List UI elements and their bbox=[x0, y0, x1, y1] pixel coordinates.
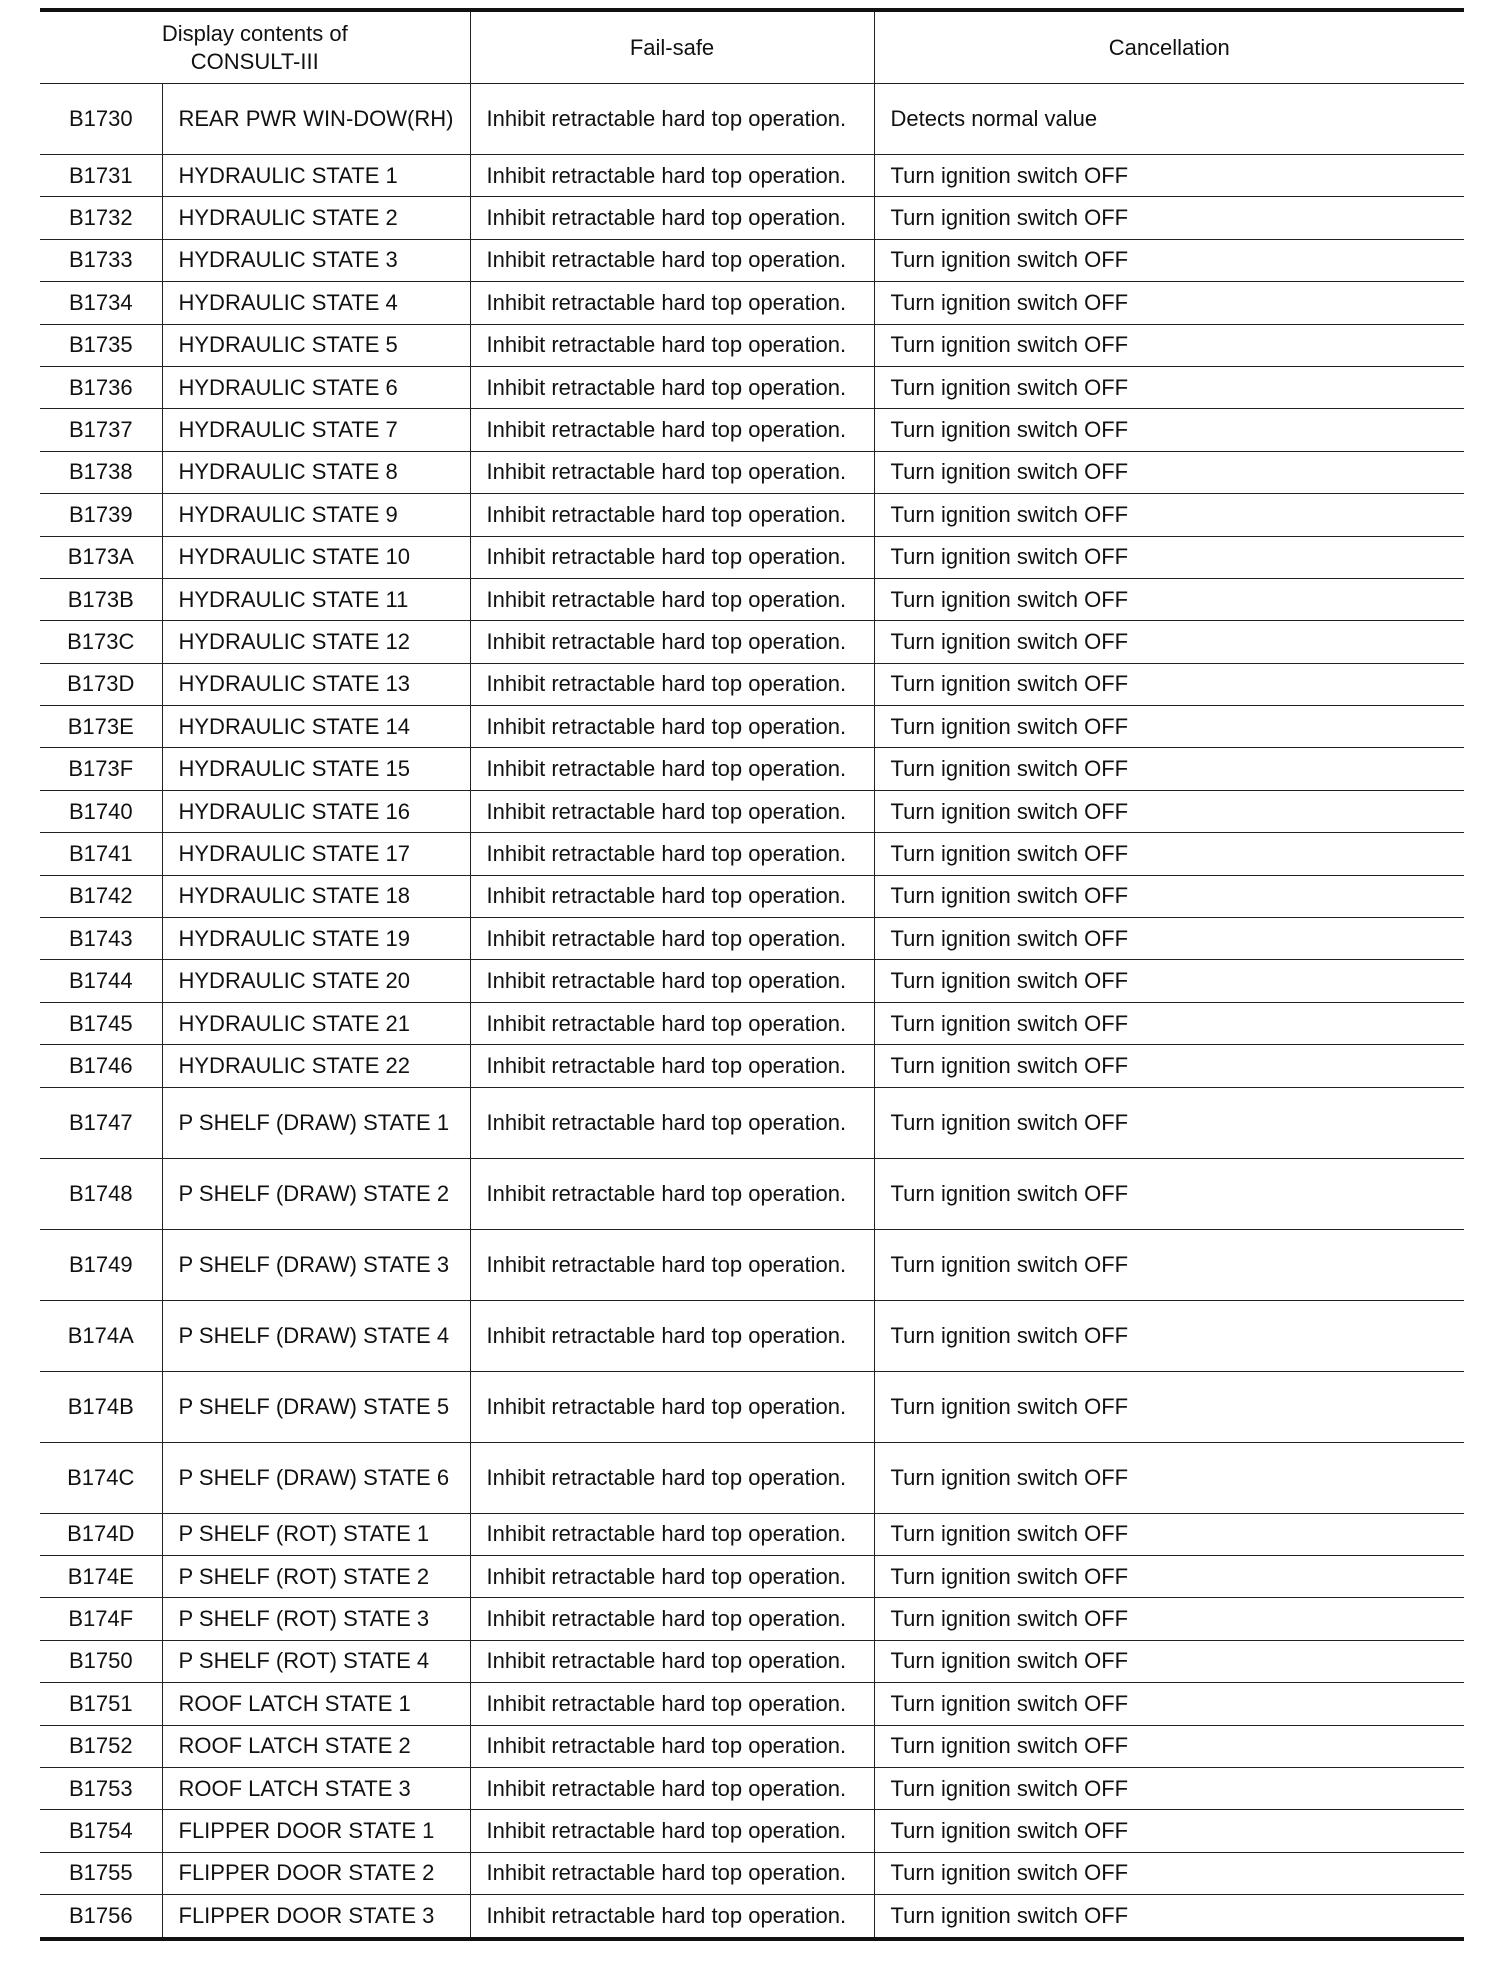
cancellation-cell: Turn ignition switch OFF bbox=[874, 833, 1464, 875]
display-contents-cell: HYDRAULIC STATE 15 bbox=[162, 748, 470, 790]
cancellation-cell: Turn ignition switch OFF bbox=[874, 366, 1464, 408]
display-contents-cell: HYDRAULIC STATE 6 bbox=[162, 366, 470, 408]
dtc-code-cell: B1731 bbox=[40, 155, 162, 197]
dtc-code-cell: B1733 bbox=[40, 239, 162, 281]
dtc-code-cell: B1754 bbox=[40, 1810, 162, 1852]
display-contents-cell: HYDRAULIC STATE 13 bbox=[162, 663, 470, 705]
display-contents-cell: P SHELF (ROT) STATE 2 bbox=[162, 1555, 470, 1597]
cancellation-cell: Turn ignition switch OFF bbox=[874, 578, 1464, 620]
fail-safe-cell: Inhibit retractable hard top operation. bbox=[470, 1852, 874, 1894]
table-row bbox=[40, 1598, 1464, 1640]
fail-safe-cell: Inhibit retractable hard top operation. bbox=[470, 1229, 874, 1300]
cancellation-cell: Turn ignition switch OFF bbox=[874, 1229, 1464, 1300]
dtc-code-cell: B1744 bbox=[40, 960, 162, 1002]
dtc-code-cell: B1732 bbox=[40, 197, 162, 239]
fail-safe-cell: Inhibit retractable hard top operation. bbox=[470, 197, 874, 239]
table-row bbox=[40, 239, 1464, 281]
dtc-code-cell: B1753 bbox=[40, 1767, 162, 1809]
fail-safe-cell: Inhibit retractable hard top operation. bbox=[470, 1683, 874, 1725]
cancellation-cell: Turn ignition switch OFF bbox=[874, 748, 1464, 790]
table-row bbox=[40, 1371, 1464, 1442]
display-contents-cell: ROOF LATCH STATE 3 bbox=[162, 1767, 470, 1809]
display-contents-cell: REAR PWR WIN-DOW(RH) bbox=[162, 84, 470, 155]
display-contents-cell: HYDRAULIC STATE 19 bbox=[162, 918, 470, 960]
dtc-code-cell: B1751 bbox=[40, 1683, 162, 1725]
display-contents-cell: P SHELF (DRAW) STATE 5 bbox=[162, 1371, 470, 1442]
dtc-code-cell: B173C bbox=[40, 621, 162, 663]
dtc-code-cell: B173F bbox=[40, 748, 162, 790]
dtc-code-cell: B174C bbox=[40, 1442, 162, 1513]
cancellation-cell: Turn ignition switch OFF bbox=[874, 1810, 1464, 1852]
dtc-code-cell: B174B bbox=[40, 1371, 162, 1442]
fail-safe-cell: Inhibit retractable hard top operation. bbox=[470, 451, 874, 493]
table-row bbox=[40, 451, 1464, 493]
cancellation-cell: Turn ignition switch OFF bbox=[874, 451, 1464, 493]
table-row bbox=[40, 324, 1464, 366]
display-contents-cell: HYDRAULIC STATE 1 bbox=[162, 155, 470, 197]
dtc-code-cell: B1747 bbox=[40, 1087, 162, 1158]
cancellation-cell: Turn ignition switch OFF bbox=[874, 536, 1464, 578]
display-contents-cell: P SHELF (ROT) STATE 3 bbox=[162, 1598, 470, 1640]
cancellation-cell: Turn ignition switch OFF bbox=[874, 1442, 1464, 1513]
cancellation-cell: Turn ignition switch OFF bbox=[874, 1640, 1464, 1682]
fail-safe-cell: Inhibit retractable hard top operation. bbox=[470, 875, 874, 917]
dtc-code-cell: B1737 bbox=[40, 409, 162, 451]
cancellation-cell: Turn ignition switch OFF bbox=[874, 1513, 1464, 1555]
dtc-code-cell: B174A bbox=[40, 1300, 162, 1371]
table-row bbox=[40, 1442, 1464, 1513]
display-contents-cell: P SHELF (ROT) STATE 1 bbox=[162, 1513, 470, 1555]
dtc-code-cell: B1743 bbox=[40, 918, 162, 960]
cancellation-cell: Turn ignition switch OFF bbox=[874, 1725, 1464, 1767]
fail-safe-cell: Inhibit retractable hard top operation. bbox=[470, 409, 874, 451]
display-contents-cell: HYDRAULIC STATE 12 bbox=[162, 621, 470, 663]
cancellation-cell: Turn ignition switch OFF bbox=[874, 1300, 1464, 1371]
display-contents-cell: HYDRAULIC STATE 11 bbox=[162, 578, 470, 620]
fail-safe-cell: Inhibit retractable hard top operation. bbox=[470, 578, 874, 620]
cancellation-cell: Detects normal value bbox=[874, 84, 1464, 155]
display-contents-cell: ROOF LATCH STATE 1 bbox=[162, 1683, 470, 1725]
dtc-code-cell: B1749 bbox=[40, 1229, 162, 1300]
cancellation-cell: Turn ignition switch OFF bbox=[874, 1598, 1464, 1640]
table-row bbox=[40, 706, 1464, 748]
table-row bbox=[40, 578, 1464, 620]
table-row bbox=[40, 409, 1464, 451]
fail-safe-cell: Inhibit retractable hard top operation. bbox=[470, 1598, 874, 1640]
dtc-code-cell: B173D bbox=[40, 663, 162, 705]
fail-safe-cell: Inhibit retractable hard top operation. bbox=[470, 1158, 874, 1229]
cancellation-cell: Turn ignition switch OFF bbox=[874, 1555, 1464, 1597]
dtc-code-cell: B1748 bbox=[40, 1158, 162, 1229]
dtc-code-cell: B1734 bbox=[40, 282, 162, 324]
cancellation-cell: Turn ignition switch OFF bbox=[874, 875, 1464, 917]
fail-safe-cell: Inhibit retractable hard top operation. bbox=[470, 155, 874, 197]
fail-safe-cell: Inhibit retractable hard top operation. bbox=[470, 790, 874, 832]
table-row bbox=[40, 621, 1464, 663]
cancellation-cell: Turn ignition switch OFF bbox=[874, 1852, 1464, 1894]
display-contents-cell: HYDRAULIC STATE 14 bbox=[162, 706, 470, 748]
table-row bbox=[40, 1002, 1464, 1044]
display-contents-cell: P SHELF (DRAW) STATE 6 bbox=[162, 1442, 470, 1513]
cancellation-cell: Turn ignition switch OFF bbox=[874, 1683, 1464, 1725]
fail-safe-cell: Inhibit retractable hard top operation. bbox=[470, 1767, 874, 1809]
fail-safe-cell: Inhibit retractable hard top operation. bbox=[470, 1442, 874, 1513]
table-row bbox=[40, 1158, 1464, 1229]
table-row bbox=[40, 1683, 1464, 1725]
fail-safe-cell: Inhibit retractable hard top operation. bbox=[470, 748, 874, 790]
cancellation-cell: Turn ignition switch OFF bbox=[874, 282, 1464, 324]
cancellation-cell: Turn ignition switch OFF bbox=[874, 918, 1464, 960]
fail-safe-cell: Inhibit retractable hard top operation. bbox=[470, 1045, 874, 1087]
fail-safe-cell: Inhibit retractable hard top operation. bbox=[470, 918, 874, 960]
table-row bbox=[40, 1725, 1464, 1767]
dtc-code-cell: B1730 bbox=[40, 84, 162, 155]
display-contents-cell: HYDRAULIC STATE 22 bbox=[162, 1045, 470, 1087]
table-row bbox=[40, 960, 1464, 1002]
fail-safe-cell: Inhibit retractable hard top operation. bbox=[470, 1810, 874, 1852]
dtc-code-cell: B1746 bbox=[40, 1045, 162, 1087]
display-contents-cell: FLIPPER DOOR STATE 1 bbox=[162, 1810, 470, 1852]
cancellation-cell: Turn ignition switch OFF bbox=[874, 1158, 1464, 1229]
display-contents-cell: P SHELF (DRAW) STATE 4 bbox=[162, 1300, 470, 1371]
table-row bbox=[40, 1810, 1464, 1852]
fail-safe-cell: Inhibit retractable hard top operation. bbox=[470, 1640, 874, 1682]
table-row bbox=[40, 1640, 1464, 1682]
header-display-line1: Display contents of bbox=[161, 20, 348, 46]
dtc-code-cell: B173A bbox=[40, 536, 162, 578]
dtc-code-cell: B174E bbox=[40, 1555, 162, 1597]
cancellation-cell: Turn ignition switch OFF bbox=[874, 1895, 1464, 1939]
fail-safe-cell: Inhibit retractable hard top operation. bbox=[470, 663, 874, 705]
cancellation-cell: Turn ignition switch OFF bbox=[874, 1045, 1464, 1087]
display-contents-cell: HYDRAULIC STATE 8 bbox=[162, 451, 470, 493]
dtc-code-cell: B1755 bbox=[40, 1852, 162, 1894]
table-row bbox=[40, 366, 1464, 408]
fail-safe-cell: Inhibit retractable hard top operation. bbox=[470, 366, 874, 408]
table-row bbox=[40, 1895, 1464, 1939]
display-contents-cell: P SHELF (DRAW) STATE 3 bbox=[162, 1229, 470, 1300]
cancellation-cell: Turn ignition switch OFF bbox=[874, 1371, 1464, 1442]
dtc-code-cell: B1745 bbox=[40, 1002, 162, 1044]
table-header-row bbox=[40, 10, 1464, 84]
table-row bbox=[40, 875, 1464, 917]
table-row bbox=[40, 1045, 1464, 1087]
cancellation-cell: Turn ignition switch OFF bbox=[874, 239, 1464, 281]
table-row bbox=[40, 1555, 1464, 1597]
dtc-code-cell: B1741 bbox=[40, 833, 162, 875]
table-row bbox=[40, 536, 1464, 578]
fail-safe-cell: Inhibit retractable hard top operation. bbox=[470, 621, 874, 663]
fail-safe-cell: Inhibit retractable hard top operation. bbox=[470, 324, 874, 366]
table-body bbox=[40, 84, 1464, 1939]
cancellation-cell: Turn ignition switch OFF bbox=[874, 790, 1464, 832]
dtc-code-cell: B1750 bbox=[40, 1640, 162, 1682]
display-contents-cell: HYDRAULIC STATE 20 bbox=[162, 960, 470, 1002]
display-contents-cell: FLIPPER DOOR STATE 3 bbox=[162, 1895, 470, 1939]
display-contents-cell: P SHELF (ROT) STATE 4 bbox=[162, 1640, 470, 1682]
cancellation-cell: Turn ignition switch OFF bbox=[874, 1002, 1464, 1044]
display-contents-cell: HYDRAULIC STATE 2 bbox=[162, 197, 470, 239]
table-row bbox=[40, 494, 1464, 536]
dtc-code-cell: B1736 bbox=[40, 366, 162, 408]
fail-safe-cell: Inhibit retractable hard top operation. bbox=[470, 1513, 874, 1555]
dtc-code-cell: B1739 bbox=[40, 494, 162, 536]
table-row bbox=[40, 1087, 1464, 1158]
display-contents-cell: P SHELF (DRAW) STATE 2 bbox=[162, 1158, 470, 1229]
table-row bbox=[40, 748, 1464, 790]
table-row bbox=[40, 1852, 1464, 1894]
dtc-code-cell: B174D bbox=[40, 1513, 162, 1555]
fail-safe-cell: Inhibit retractable hard top operation. bbox=[470, 1371, 874, 1442]
dtc-code-cell: B1752 bbox=[40, 1725, 162, 1767]
dtc-code-cell: B174F bbox=[40, 1598, 162, 1640]
fail-safe-cell: Inhibit retractable hard top operation. bbox=[470, 239, 874, 281]
header-fail-safe: Fail-safe bbox=[470, 10, 874, 84]
fail-safe-cell: Inhibit retractable hard top operation. bbox=[470, 1300, 874, 1371]
fail-safe-cell: Inhibit retractable hard top operation. bbox=[470, 84, 874, 155]
fail-safe-cell: Inhibit retractable hard top operation. bbox=[470, 494, 874, 536]
header-cancellation: Cancellation bbox=[874, 10, 1464, 84]
table-row bbox=[40, 663, 1464, 705]
display-contents-cell: HYDRAULIC STATE 7 bbox=[162, 409, 470, 451]
fail-safe-cell: Inhibit retractable hard top operation. bbox=[470, 706, 874, 748]
dtc-code-cell: B1738 bbox=[40, 451, 162, 493]
cancellation-cell: Turn ignition switch OFF bbox=[874, 621, 1464, 663]
display-contents-cell: HYDRAULIC STATE 10 bbox=[162, 536, 470, 578]
cancellation-cell: Turn ignition switch OFF bbox=[874, 155, 1464, 197]
display-contents-cell: FLIPPER DOOR STATE 2 bbox=[162, 1852, 470, 1894]
fail-safe-cell: Inhibit retractable hard top operation. bbox=[470, 960, 874, 1002]
dtc-code-cell: B1740 bbox=[40, 790, 162, 832]
cancellation-cell: Turn ignition switch OFF bbox=[874, 1767, 1464, 1809]
display-contents-cell: HYDRAULIC STATE 16 bbox=[162, 790, 470, 832]
table-row bbox=[40, 155, 1464, 197]
table-row bbox=[40, 1513, 1464, 1555]
fail-safe-cell: Inhibit retractable hard top operation. bbox=[470, 833, 874, 875]
fail-safe-cell: Inhibit retractable hard top operation. bbox=[470, 536, 874, 578]
table-row bbox=[40, 84, 1464, 155]
cancellation-cell: Turn ignition switch OFF bbox=[874, 960, 1464, 1002]
table-row bbox=[40, 1300, 1464, 1371]
cancellation-cell: Turn ignition switch OFF bbox=[874, 706, 1464, 748]
cancellation-cell: Turn ignition switch OFF bbox=[874, 1087, 1464, 1158]
display-contents-cell: HYDRAULIC STATE 5 bbox=[162, 324, 470, 366]
table-row bbox=[40, 790, 1464, 832]
dtc-code-cell: B1756 bbox=[40, 1895, 162, 1939]
display-contents-cell: HYDRAULIC STATE 18 bbox=[162, 875, 470, 917]
dtc-code-cell: B173B bbox=[40, 578, 162, 620]
cancellation-cell: Turn ignition switch OFF bbox=[874, 409, 1464, 451]
fail-safe-cell: Inhibit retractable hard top operation. bbox=[470, 1895, 874, 1939]
fail-safe-cell: Inhibit retractable hard top operation. bbox=[470, 1002, 874, 1044]
display-contents-cell: HYDRAULIC STATE 9 bbox=[162, 494, 470, 536]
cancellation-cell: Turn ignition switch OFF bbox=[874, 324, 1464, 366]
header-display-contents bbox=[40, 10, 470, 84]
display-contents-cell: ROOF LATCH STATE 2 bbox=[162, 1725, 470, 1767]
header-display-line2: CONSULT-III bbox=[190, 48, 319, 74]
display-contents-cell: P SHELF (DRAW) STATE 1 bbox=[162, 1087, 470, 1158]
dtc-code-cell: B173E bbox=[40, 706, 162, 748]
dtc-code-cell: B1735 bbox=[40, 324, 162, 366]
fail-safe-cell: Inhibit retractable hard top operation. bbox=[470, 1725, 874, 1767]
table-row bbox=[40, 918, 1464, 960]
fail-safe-cell: Inhibit retractable hard top operation. bbox=[470, 1555, 874, 1597]
cancellation-cell: Turn ignition switch OFF bbox=[874, 663, 1464, 705]
table-row bbox=[40, 282, 1464, 324]
table-row bbox=[40, 197, 1464, 239]
cancellation-cell: Turn ignition switch OFF bbox=[874, 197, 1464, 239]
display-contents-cell: HYDRAULIC STATE 3 bbox=[162, 239, 470, 281]
cancellation-cell: Turn ignition switch OFF bbox=[874, 494, 1464, 536]
fail-safe-cell: Inhibit retractable hard top operation. bbox=[470, 282, 874, 324]
fail-safe-cell: Inhibit retractable hard top operation. bbox=[470, 1087, 874, 1158]
display-contents-cell: HYDRAULIC STATE 4 bbox=[162, 282, 470, 324]
fail-safe-table bbox=[40, 8, 1464, 1941]
table-row bbox=[40, 1767, 1464, 1809]
display-contents-cell: HYDRAULIC STATE 21 bbox=[162, 1002, 470, 1044]
table-row bbox=[40, 833, 1464, 875]
table-row bbox=[40, 1229, 1464, 1300]
display-contents-cell: HYDRAULIC STATE 17 bbox=[162, 833, 470, 875]
dtc-code-cell: B1742 bbox=[40, 875, 162, 917]
